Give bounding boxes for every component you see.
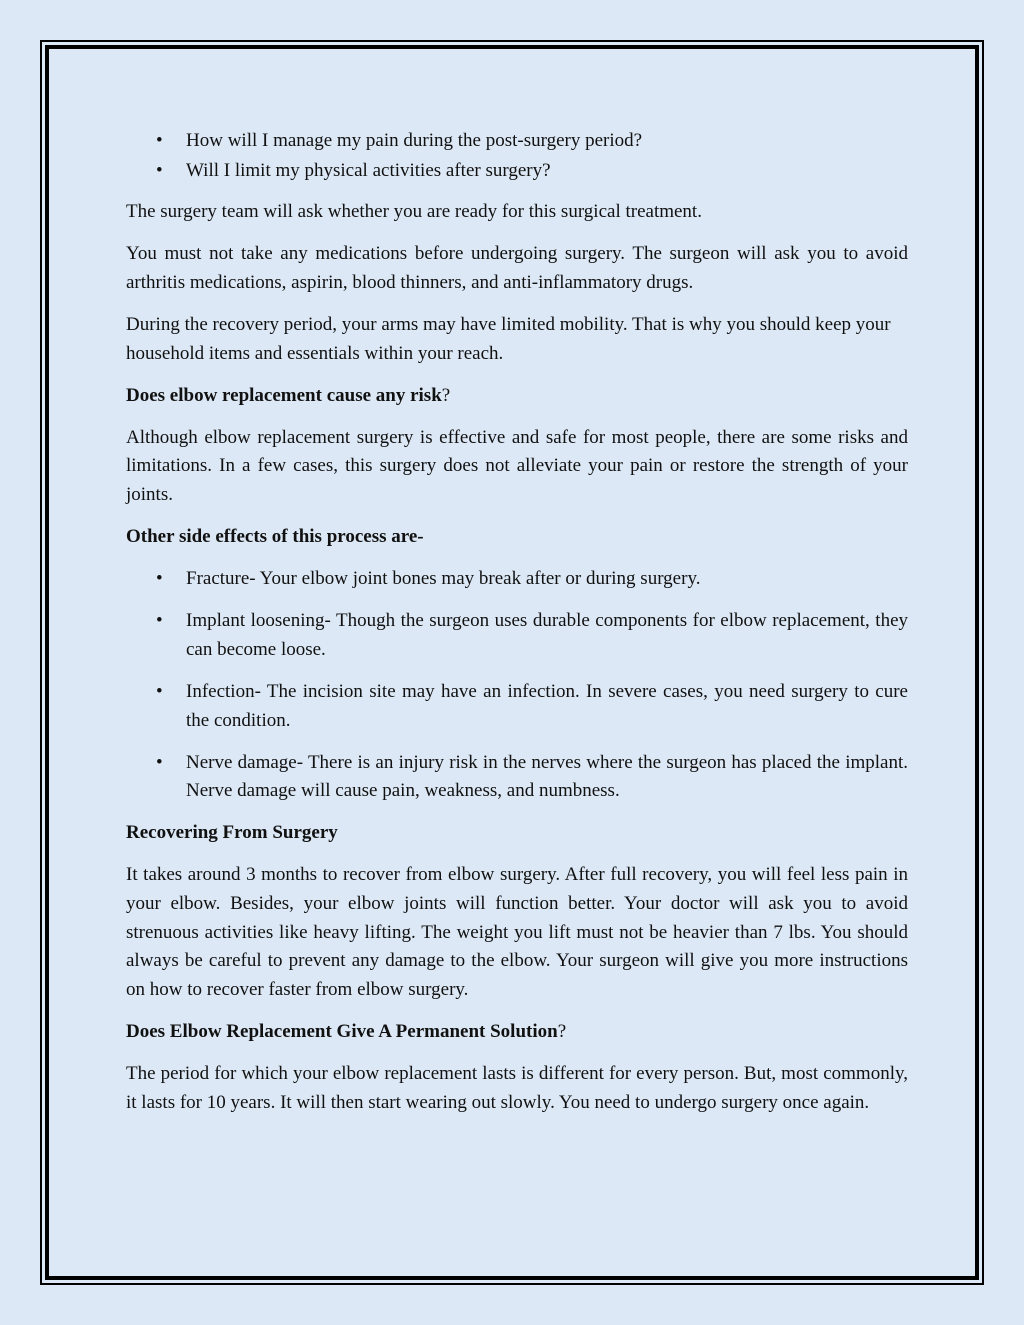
- bullet-icon: •: [156, 751, 163, 773]
- paragraph-recovery-period: During the recovery period, your arms may have limited mobility. That is why you should keep your household items and essentials within your reach.: [126, 313, 891, 364]
- paragraph-team: The surgery team will ask whether you are ready for this surgical treatment.: [126, 201, 702, 223]
- bullet-icon: •: [156, 610, 163, 632]
- question-list: [126, 127, 908, 185]
- bullet-icon: •: [156, 568, 163, 590]
- document-body: [126, 127, 908, 1131]
- paragraph-recovering: It takes around 3 months to recover from elbow surgery. After full recovery, you will feel less pain in your elbow. Besides, your elbow joints will function better. Your doctor will ask you to avoid strenuous activities like heavy lifting. The weight you lift must not be heavier than 7 lbs. You should always be careful to prevent any damage to the elbow. Your surgeon will give you more instructions on how to recover faster from elbow surgery.: [126, 864, 908, 1000]
- heading-side-effects: Other side effects of this process are-: [126, 526, 424, 548]
- list-item: • Fracture- Your elbow joint bones may break after or during surgery.: [126, 565, 908, 594]
- list-item: • How will I manage my pain during the post-surgery period?: [126, 127, 908, 156]
- bullet-icon: •: [156, 680, 163, 702]
- paragraph-risk: Although elbow replacement surgery is effective and safe for most people, there are some risks and limitations. In a few cases, this surgery does not alleviate your pain or restore the strength of your joints.: [126, 426, 908, 505]
- list-item: • Nerve damage- There is an injury risk in the nerves where the surgeon has placed the implant. Nerve damage will cause pain, weakness, and numbness.: [126, 749, 908, 806]
- heading-risk: Does elbow replacement cause any risk?: [126, 384, 451, 406]
- bullet-icon: •: [156, 130, 163, 151]
- side-effects-list: [126, 565, 908, 806]
- list-item: • Infection- The incision site may have an infection. In severe cases, you need surgery to cure the condition.: [126, 678, 908, 735]
- paragraph-permanent: The period for which your elbow replacement lasts is different for every person. But, most commonly, it lasts for 10 years. It will then start wearing out slowly. You need to undergo surgery once again.: [126, 1062, 908, 1113]
- page-border-inner: [45, 45, 979, 1280]
- paragraph-medications: You must not take any medications before undergoing surgery. The surgeon will ask you to avoid arthritis medications, aspirin, blood thinners, and anti-inflammatory drugs.: [126, 243, 908, 293]
- list-item: • Implant loosening- Though the surgeon uses durable components for elbow replacement, they can become loose.: [126, 607, 908, 664]
- heading-permanent: Does Elbow Replacement Give A Permanent Solution?: [126, 1020, 567, 1042]
- page-border-outer: [40, 40, 984, 1285]
- list-item: • Will I limit my physical activities after surgery?: [126, 157, 908, 186]
- heading-recovering: Recovering From Surgery: [126, 822, 338, 844]
- bullet-icon: •: [156, 159, 163, 181]
